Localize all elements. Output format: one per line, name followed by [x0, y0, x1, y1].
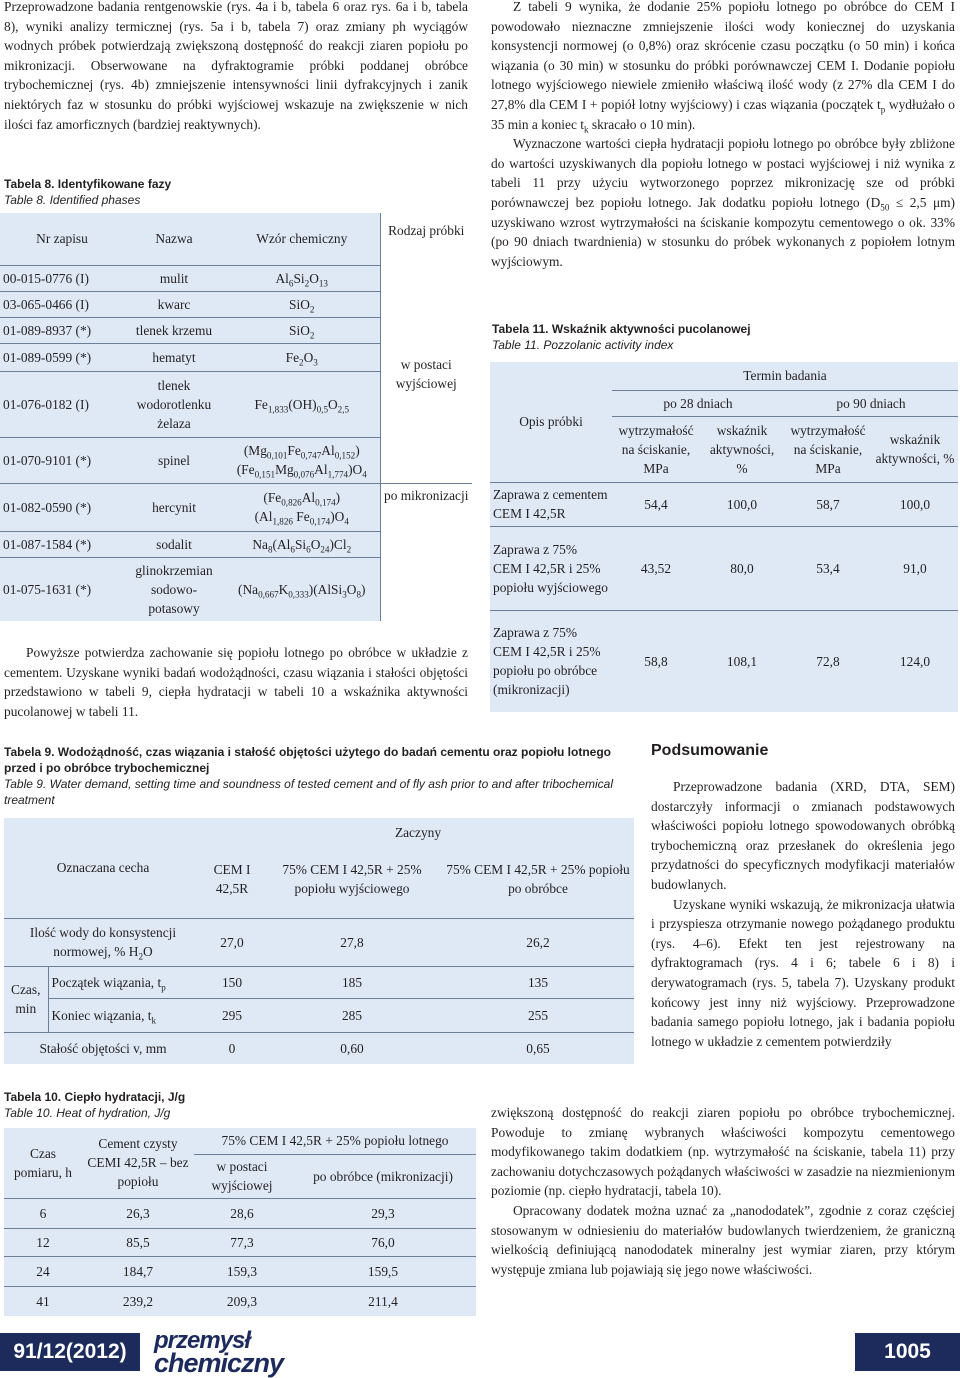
summary-text: Przeprowadzone badania (XRD, DTA, SEM) dostarczyły informacji o zmianach podstawowych właściwości popiołu lotnego spowodowanych obróbką trybochemiczną oraz przesłanek do określenia jego przydatności do specyficznych modyfikacji materiałów budowlanych. Uzyskane wyniki wskazują, że mikronizacja ułatwia i przyspiesza otrzymanie nowego pożądanego produktu (rys. 4–6). Efekt ten jest rejestrowany na dyfraktogramach (rys. 4 i 6; tabele 6 i 8) i derywatogramach (rys. 5, tabela 7). Uzyskany produkt końcowy jest inny niż wyjściowy. Przeprowadzone badania samego popiołu lotnego, jak i badania popiołu lotnego w układzie z cementem potwierdziły	[651, 779, 955, 1049]
formula: SiO$_2$	[224, 317, 380, 343]
table-row: Koniec wiązania, $t_k$	[48, 998, 202, 1032]
t11-header-desc: Opis próbki	[490, 362, 612, 482]
table9-caption: Tabela 9. Wodożądność, czas wiązania i stałość objętości użytego do badań cementu oraz popiołu lotnego przed i po obróbce trybochemicznej Table 9. Water demand, setting time and soundness of tested cement and of fly ash prior to and after tribochemical treatment	[4, 745, 614, 807]
t8-header-type: Rodzaj próbki	[380, 213, 472, 265]
table-row: 24	[4, 1256, 82, 1286]
paragraph-after-table8: Powyższe potwierdza zachowanie się popiołu lotnego po obróbce w układzie z cementem. Uzyskane wyniki badań wodożądności, czasu wiązania i stałości objętości przedstawiono w tabeli 9, ciepła hydratacji w tabeli 10 a wskaźnika aktywności pucolanowej w tabeli 11.	[4, 645, 468, 719]
table-row: 01-089-0599 (*)	[0, 343, 124, 371]
t10-header-cem: Cement czysty CEMI 42,5R – bez popiołu	[82, 1128, 194, 1198]
t9-czas-label: Czas, min	[4, 966, 48, 1032]
t8-header-name: Nazwa	[124, 213, 224, 265]
table-row: Stałość objętości v, mm	[4, 1032, 202, 1064]
table-row: 01-070-9101 (*)	[0, 437, 124, 483]
table11: Opis próbki Termin badania po 28 dniach po 90 dniach wytrzymałość na ściskanie, MPa wskaźnik aktywności, % wytrzymałość na ściskanie, MPa wskaźnik aktywności, % Zaprawa z cementem CEM I 42,5R 54,4 100,0 58,7 100,0 Zaprawa z 75% CEM I 42,5R i 25% popiołu wyjściowego 43,52 80,0 53,4 91,0 Zaprawa z 75% CEM I 42,5R i 25% popiołu po obróbce (mikronizacji) 58,8 108,1 72,8 124,0	[490, 362, 958, 712]
formula: $Na_8(Al_6Si_6O_{24})Cl_2$	[224, 531, 380, 557]
summary-heading: Podsumowanie	[651, 742, 769, 759]
right-text: Z tabeli 9 wynika, że dodanie 25% popiołu lotnego po obróbce do CEM I powodowało nieznaczne zmniejszenie ilości wody koniecznej do uzyskania konsystencji normowej (o 0,8%) oraz skrócenie czasu początku (o 50 min) i końca wiązania (o 30 min) w stosunku do próbki porównawczej CEM I. Dodanie popiołu lotnego wyjściowego niewiele zmieniło właściwą ilość wody (z 27% dla CEM I do 27,8% dla CEM I + popiół lotny wyjściowy) i czas wiązania (początek $t_p$ wydłużało o 35 min a koniec $t_k$ skracało o 10 min). Wyznaczone wartości ciepła hydratacji popiołu lotnego po obróbce były zbliżone do wartości uzyskiwanych dla popiołu lotnego w postaci wyjściowej i niż wynika z tabeli 11 przy użyciu wytworzonego poprzez mikronizację sze od próbki porównawczej bez popiołu lotnego. Jak dodatku popiołu lotnego ($D_{50} \le 2,5$ μm) uzyskiwano wzrost wytrzymałości na ściskanie kompozytu cementowego o ok. 33% (po 90 dniach twardnienia) w stosunku do próbek wykonanych z popiołem lotnym wyjściowym.	[491, 0, 956, 269]
table-row: 41	[4, 1286, 82, 1316]
table-row: Ilość wody do konsystencji normowej, % $H_2O$	[4, 918, 202, 966]
table-row: Zaprawa z cementem CEM I 42,5R	[490, 482, 612, 526]
intro-paragraph: Przeprowadzone badania rentgenowskie (rys. 4a i b, tabela 6 oraz rys. 6a i b, tabela 8), wyniki analizy termicznej (rys. 5a i b, tabela 7) oraz zmiany ph wyciągów wodnych próbek potwierdzają zwiększoną dostępność do reakcji ziaren popiołu po mikronizacji. Obserwowane na dyfraktogramie próbki poddanej obróbce trybochemicznej (rys. 4b) zmniejszenie intensywności linii dyfrakcyjnych i zanik niektórych faz w stosunku do próbki wyjściowej wskazuje na zwiększenie w nich ilości faz amorficznych (bardziej reaktywnych).	[4, 0, 468, 132]
formula: $(Fe_{0,826}Al_{0,174})$ ($Al_{1,826}$ $Fe_{0,174})O_4$	[224, 483, 380, 531]
t8-header-nr: Nr zapisu	[0, 213, 124, 265]
t9-header-zaczyny: Zaczyny	[202, 818, 634, 846]
magazine-logo: przemysł chemiczny	[154, 1327, 284, 1378]
table10-caption: Tabela 10. Ciepło hydratacji, J/g Table 10. Heat of hydration, J/g	[4, 1090, 186, 1120]
table-row: 12	[4, 1228, 82, 1256]
formula: $Fe_{1,833}(OH)_{0,5}O_{2,5}$	[224, 371, 380, 437]
table10: Czas pomiaru, h Cement czysty CEMI 42,5R – bez popiołu 75% CEM I 42,5R + 25% popiołu lotnego w postaci wyjściowej po obróbce (mikronizacji) 6 26,3 28,6 29,3 12 85,5 77,3 76,0 24 184,7 159,3 159,5 41 239,2 209,3 211,4	[4, 1128, 476, 1316]
table8-caption: Tabela 8. Identyfikowane fazy Table 8. Identified phases	[4, 177, 172, 207]
t10-header-time: Czas pomiaru, h	[4, 1128, 82, 1198]
t8-group-micro: po mikronizacji	[380, 483, 472, 621]
issue-badge: 91/12(2012)	[0, 1333, 140, 1371]
table-row: Początek wiązania, $t_p$	[48, 966, 202, 998]
formula: $(Mg_{0,101}Fe_{0,747}Al_{0,152})$ $(Fe_{0,151}Mg_{0,076}Al_{1,774})O_4$	[224, 437, 380, 483]
table-row: 6	[4, 1198, 82, 1228]
page-number: 1005	[855, 1333, 960, 1371]
t10-header-mix: 75% CEM I 42,5R + 25% popiołu lotnego	[194, 1128, 476, 1154]
table-row: 01-087-1584 (*)	[0, 531, 124, 557]
table-row: Zaprawa z 75% CEM I 42,5R i 25% popiołu po obróbce (mikronizacji)	[490, 610, 612, 712]
t9-header-cecha: Oznaczana cecha	[4, 818, 202, 918]
table11-caption: Tabela 11. Wskaźnik aktywności pucolanowej Table 11. Pozzolanic activity index	[492, 322, 751, 352]
formula: $Al_6Si_2O_{13}$	[224, 265, 380, 291]
formula: $Fe_2O_3$	[224, 343, 380, 371]
t11-header-term: Termin badania	[612, 362, 958, 390]
t11-header-90: po 90 dniach	[784, 390, 958, 416]
table-row: 01-076-0182 (I)	[0, 371, 124, 437]
formula: SiO$_2$	[224, 291, 380, 317]
summary-continued: zwiększoną dostępność do reakcji ziaren popiołu po obróbce trybochemicznej. Powoduje to zmianę wybranych właściwości kompozytu cementowego modyfikowanego takim dodatkiem (np. wytrzymałość na ściskanie, tabela 11) przy zachowaniu dotychczasowych pożądanych właściwości w zasadzie na niezmienionym poziomie (np. ciepło hydratacji, tabela 10). Opracowany dodatek można uznać za „nanododatek”, zgodnie z coraz częściej stosowanym w odniesieniu do materiałów budowlanych twierdzeniem, że graniczną wielkością definiującą nanododatek mineralny jest wymiar ziaren, przy którym występuje zmiana lub pojawiają się jego nowe właściwości.	[491, 1105, 955, 1277]
table-row: Zaprawa z 75% CEM I 42,5R i 25% popiołu wyjściowego	[490, 526, 612, 610]
t11-header-28: po 28 dniach	[612, 390, 784, 416]
table-row: 01-075-1631 (*)	[0, 557, 124, 621]
table-row: 01-089-8937 (*)	[0, 317, 124, 343]
t8-header-formula: Wzór chemiczny	[224, 213, 380, 265]
table8: Nr zapisu Nazwa Wzór chemiczny Rodzaj próbki 00-015-0776 (I) mulit $Al_6Si_2O_{13}$ w postaci wyjściowej 03-065-0466 (I) kwarc SiO$_2$ 01-089-8937 (*) tlenek krzemu SiO$_2$ 01-089-0599 (*) hematyt $Fe_2O_3$ 01-076-0182 (I) tlenek wodorotlenku żelaza $Fe_{1,833}(OH)_{0,5}O_{2,5}$ 01-070-9101 (*) spinel $(Mg_{0,101}Fe_{0,747}Al_{0,152})$ $(Fe_{0,151}Mg_{0,076}Al_{1,774})O_4$ 01-082-0590 (*) hercynit $(Fe_{0,826}Al_{0,174})$ ($Al_{1,826}$ $Fe_{0,174})O_4$ po mikronizacji 01-087-1584 (*) sodalit $Na_8(Al_6Si_6O_{24})Cl_2$ 01-075-1631 (*) glinokrzemian sodowo-potasowy $(Na_{0,667}K_{0,333})(AlSi_3O_8)$	[0, 213, 472, 621]
table-row: 00-015-0776 (I)	[0, 265, 124, 291]
formula: $(Na_{0,667}K_{0,333})(AlSi_3O_8)$	[224, 557, 380, 621]
table-row: 03-065-0466 (I)	[0, 291, 124, 317]
table9: Oznaczana cecha Zaczyny CEM I 42,5R 75% CEM I 42,5R + 25% popiołu wyjściowego 75% CEM I 42,5R + 25% popiołu po obróbce Ilość wody do konsystencji normowej, % $H_2O$ 27,0 27,8 26,2 Czas, min Początek wiązania, $t_p$ 150 185 135 Koniec wiązania, $t_k$ 295 285 255 Stałość objętości v, mm 0 0,60 0,65	[4, 818, 634, 1064]
table-row: 01-082-0590 (*)	[0, 483, 124, 531]
t8-group-raw: w postaci wyjściowej	[380, 265, 472, 483]
